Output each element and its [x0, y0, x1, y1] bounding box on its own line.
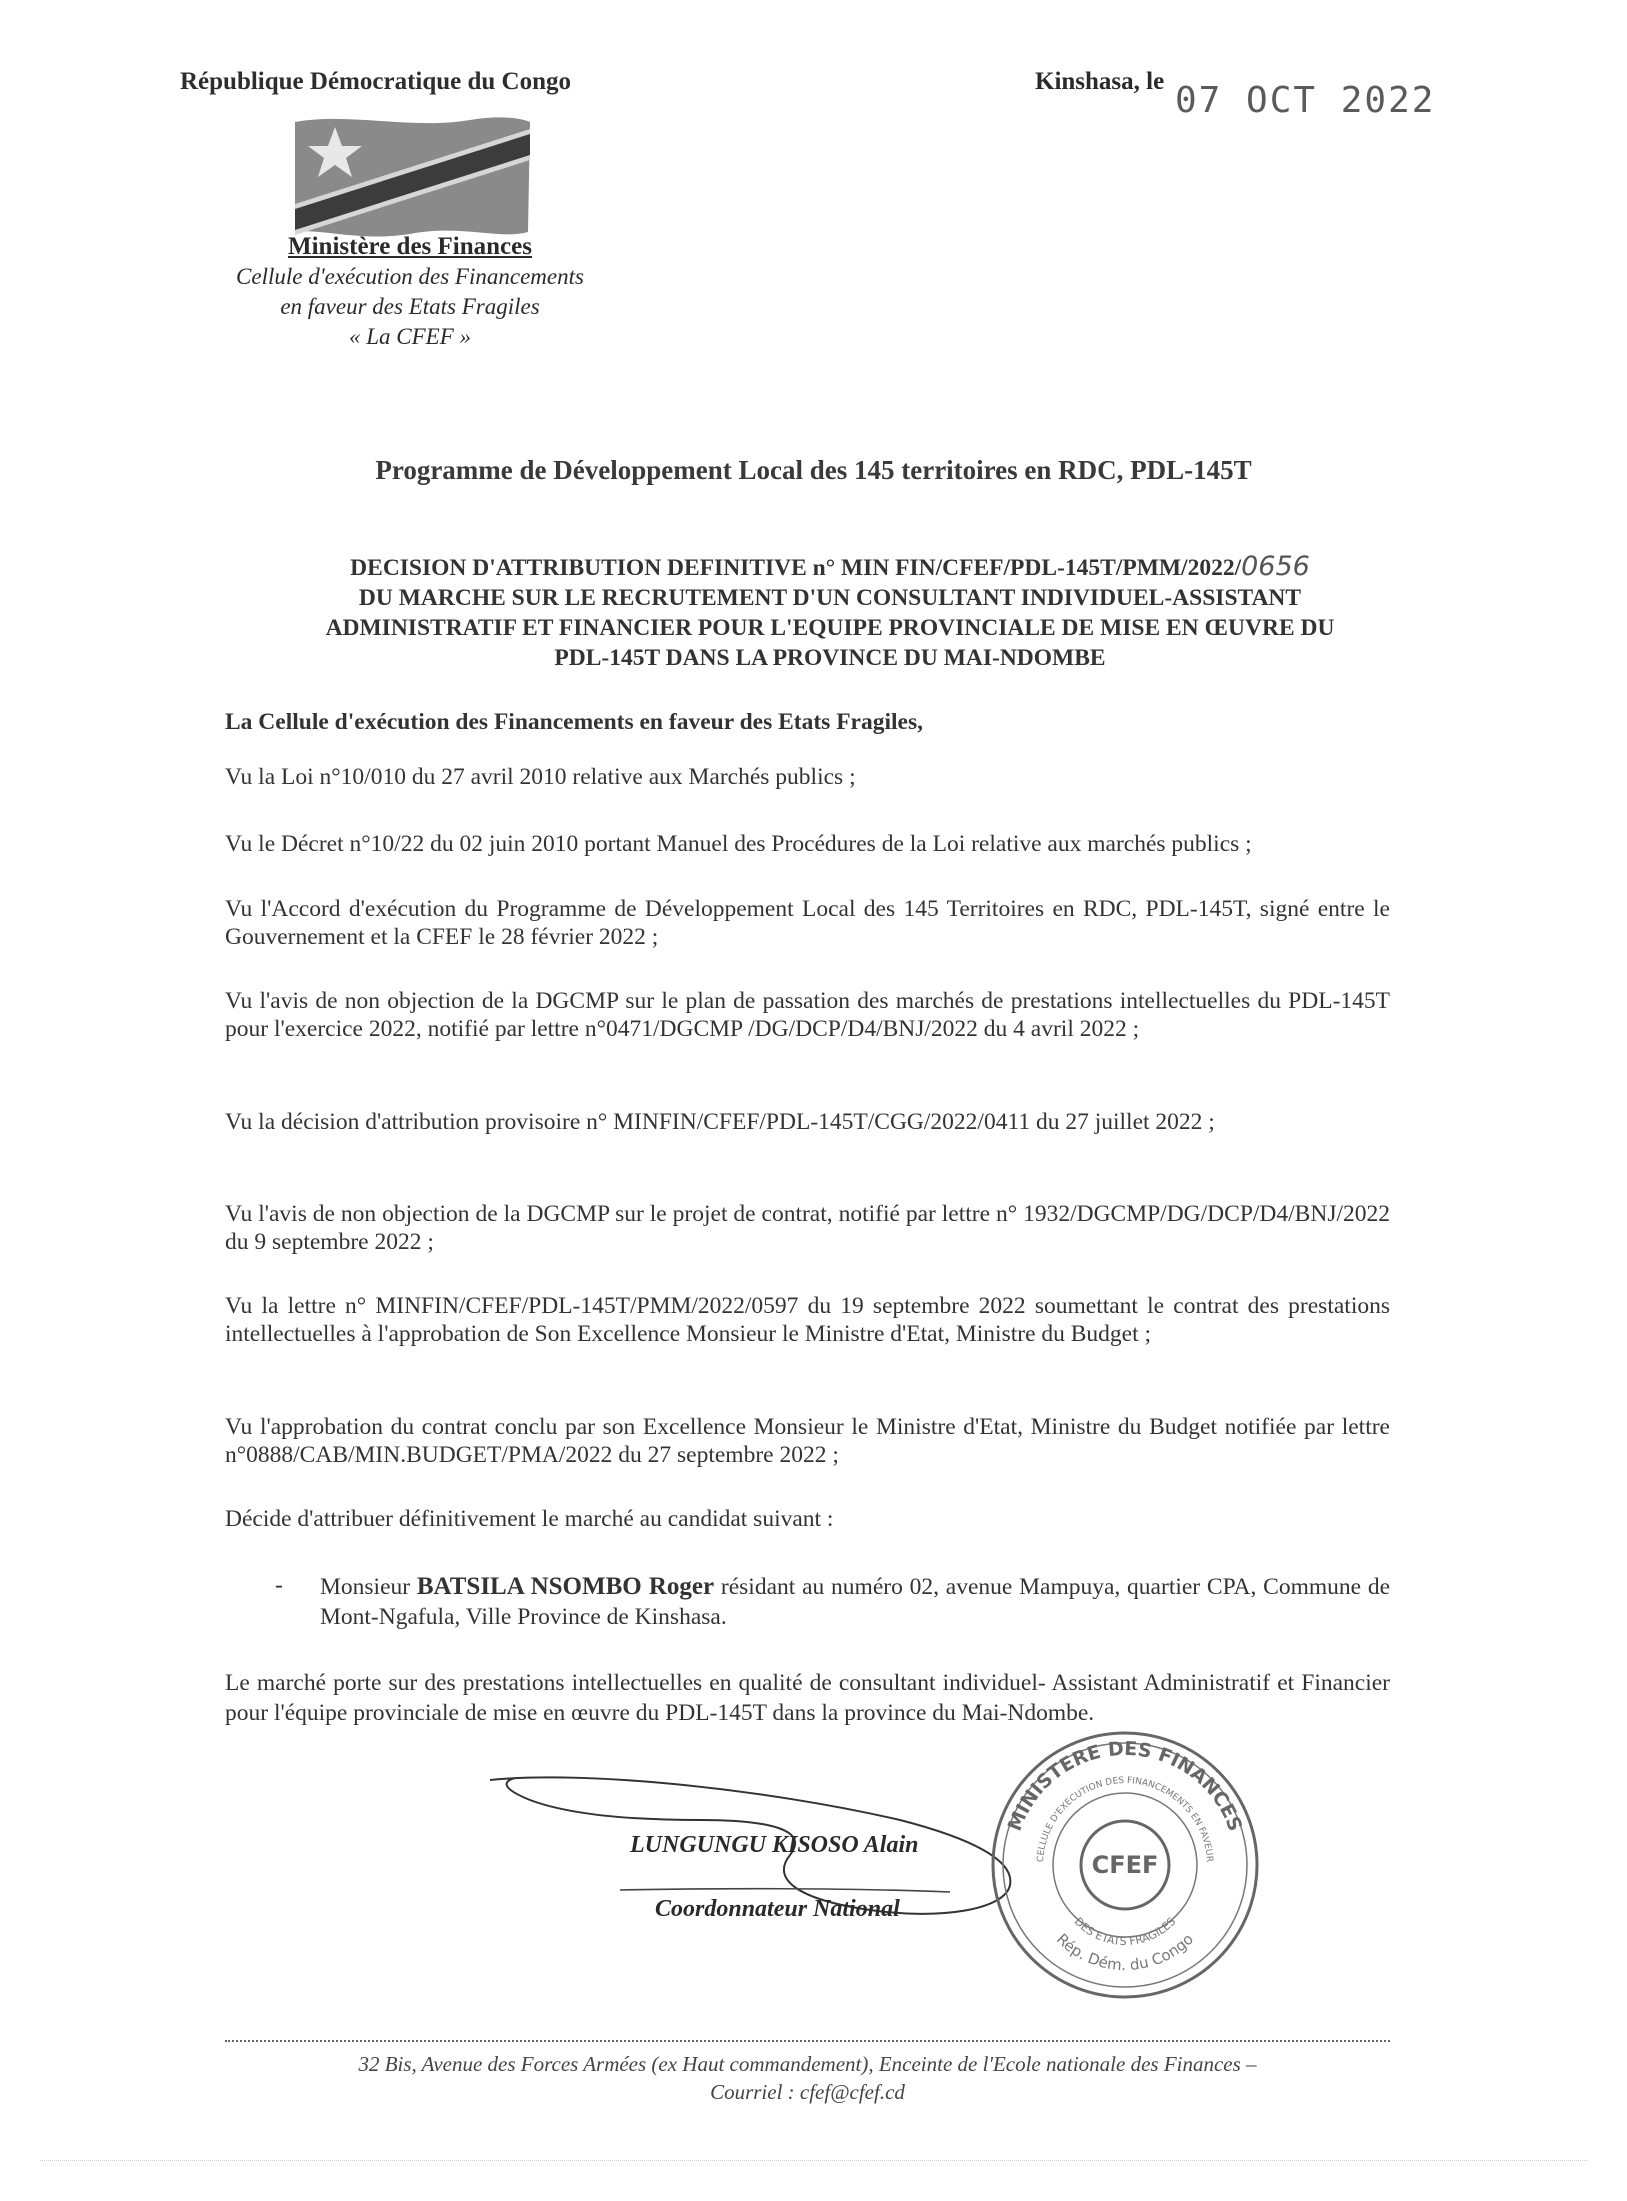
- seal-center: CFEF: [1091, 1851, 1159, 1879]
- seal-outer-top: MINISTERE DES FINANCES: [1003, 1737, 1247, 1835]
- decision-number: 0656: [1241, 551, 1310, 582]
- footer-divider: [225, 2040, 1390, 2042]
- paragraph-objet-marche: Le marché porte sur des prestations intellectuelles en qualité de consultant individuel- Assistant Administratif et Financier pour l'équipe provinciale de mise en œuvre du PDL-145T dans la province du Mai-Ndombe.: [225, 1670, 1390, 1726]
- city-date-label: Kinshasa, le: [1035, 68, 1165, 95]
- paragraph-decision-provisoire: Vu la décision d'attribution provisoire n° MINFIN/CFEF/PDL-145T/CGG/2022/0411 du 27 juillet 2022 ;: [225, 1109, 1215, 1135]
- flag-emblem: [290, 112, 535, 242]
- handwritten-signature: [470, 1760, 1030, 1960]
- decision-line3: ADMINISTRATIF ET FINANCIER POUR L'EQUIPE PROVINCIALE DE MISE EN ŒUVRE DU: [325, 615, 1335, 641]
- signatory-title: Coordonnateur National: [655, 1896, 900, 1922]
- page-bottom-line: [40, 2160, 1587, 2161]
- cell-name-line2: en faveur des Etats Fragiles: [280, 294, 540, 319]
- date-stamp: 07 OCT 2022: [1175, 80, 1436, 121]
- awardee-name: BATSILA NSOMBO Roger: [416, 1573, 715, 1600]
- paragraph-loi: Vu la Loi n°10/010 du 27 avril 2010 relative aux Marchés publics ;: [225, 764, 856, 790]
- seal-inner-top: CELLULE D'EXECUTION DES FINANCEMENTS EN FAVEUR: [1036, 1776, 1214, 1863]
- paragraph-approbation: Vu l'approbation du contrat conclu par son Excellence Monsieur le Ministre d'Etat, Ministre du Budget notifiée par lettre n°0888/CAB/MIN.BUDGET/PMA/2022 du 27 septembre 2022 ;: [225, 1414, 1390, 1468]
- seal-inner-bottom: DES ETATS FRAGILES: [1071, 1914, 1179, 1949]
- paragraph-decide: Décide d'attribuer définitivement le marché au candidat suivant :: [225, 1506, 834, 1532]
- paragraph-decret: Vu le Décret n°10/22 du 02 juin 2010 portant Manuel des Procédures de la Loi relative aux marchés publics ;: [225, 831, 1252, 857]
- ministry-block: [180, 232, 640, 352]
- paragraph-avis-plan: Vu l'avis de non objection de la DGCMP sur le plan de passation des marchés de prestations intellectuelles du PDL-145T pour l'exercice 2022, notifié par lettre n°0471/DGCMP /DG/DCP/D4/BNJ/2022 du 4 avril 2022 ;: [225, 988, 1390, 1042]
- paragraph-accord: Vu l'Accord d'exécution du Programme de Développement Local des 145 Territoires en RDC, PDL-145T, signé entre le Gouvernement et la CFEF le 28 février 2022 ;: [225, 896, 1390, 950]
- svg-text:CELLULE D'EXECUTION DES FINANC: [1036, 1776, 1214, 1862]
- signatory-name: LUNGUNGU KISOSO Alain: [630, 1832, 919, 1858]
- cell-name-line1: Cellule d'exécution des Financements: [236, 264, 584, 289]
- decision-title: [215, 552, 1445, 673]
- cell-short-name: « La CFEF »: [348, 324, 472, 349]
- bullet-marker: -: [275, 1572, 283, 1598]
- ministry-name: Ministère des Finances: [288, 233, 532, 260]
- paragraph-avis-contrat: Vu l'avis de non objection de la DGCMP sur le projet de contrat, notifié par lettre n° 1932/DGCMP/DG/DCP/D4/BNJ/2022 du 9 septembre 2022 ;: [225, 1201, 1390, 1255]
- awardee-item: Monsieur BATSILA NSOMBO Roger résidant au numéro 02, avenue Mampuya, quartier CPA, Commune de Mont-Ngafula, Ville Province de Kinshasa.: [320, 1573, 1391, 1630]
- seal-outer-bottom: Rép. Dém. du Congo: [1052, 1930, 1198, 1975]
- decision-line2: DU MARCHE SUR LE RECRUTEMENT D'UN CONSULTANT INDIVIDUEL-ASSISTANT: [358, 585, 1302, 611]
- program-title: Programme de Développement Local des 145 territoires en RDC, PDL-145T: [375, 455, 1252, 485]
- decision-line4: PDL-145T DANS LA PROVINCE DU MAI-NDOMBE: [554, 645, 1106, 671]
- footer-email: Courriel : cfef@cfef.cd: [710, 2080, 905, 2104]
- intro-paragraph: La Cellule d'exécution des Financements en faveur des Etats Fragiles,: [225, 709, 923, 735]
- decision-line1: DECISION D'ATTRIBUTION DEFINITIVE n° MIN FIN/CFEF/PDL-145T/PMM/2022/0656: [350, 551, 1310, 582]
- footer-address: 32 Bis, Avenue des Forces Armées (ex Haut commandement), Enceinte de l'Ecole nationale des Finances –: [358, 2052, 1257, 2076]
- country-name: République Démocratique du Congo: [180, 68, 572, 95]
- official-seal: [985, 1725, 1265, 2005]
- svg-text:DES ETATS FRAGILES: [1072, 1915, 1179, 1948]
- paragraph-lettre: Vu la lettre n° MINFIN/CFEF/PDL-145T/PMM/2022/0597 du 19 septembre 2022 soumettant le contrat des prestations intellectuelles à l'approbation de Son Excellence Monsieur le Ministre d'Etat, Ministre du Budget ;: [225, 1293, 1390, 1347]
